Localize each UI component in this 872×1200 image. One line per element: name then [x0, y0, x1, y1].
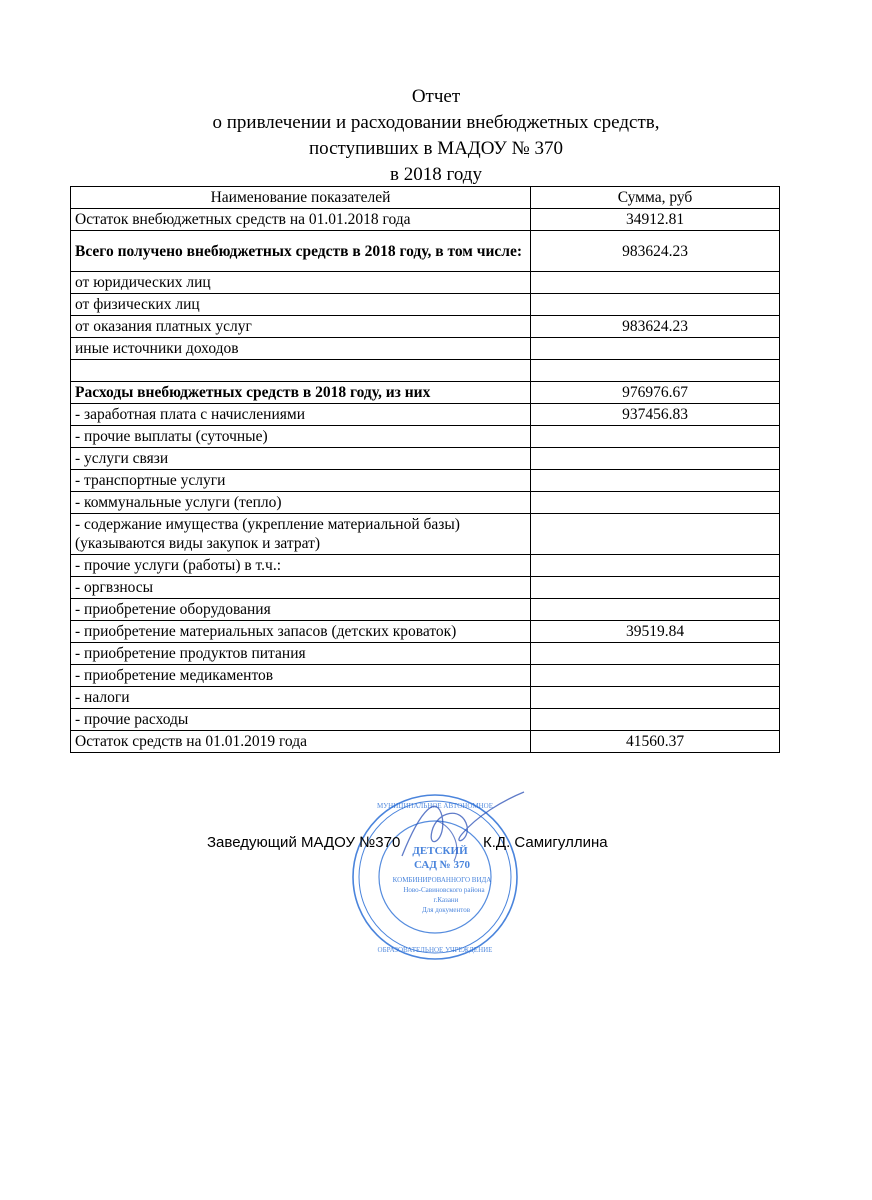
table-row — [71, 470, 780, 492]
report-title: Отчет — [411, 86, 461, 107]
svg-text:ДЕТСКИЙ: ДЕТСКИЙ — [412, 845, 468, 857]
row-amount: 34912.81 — [531, 209, 780, 231]
row-amount — [531, 577, 780, 599]
row-name: - коммунальные услуги (тепло) — [71, 492, 531, 514]
table-row — [71, 577, 780, 599]
svg-text:КОМБИНИРОВАННОГО ВИДА: КОМБИНИРОВАННОГО ВИДА — [392, 876, 492, 884]
signature-title: Заведующий МАДОУ №370 — [207, 834, 401, 851]
row-name: - оргвзносы — [71, 577, 531, 599]
row-name: Остаток внебюджетных средств на 01.01.2018 года — [71, 209, 531, 231]
table-row — [71, 555, 780, 577]
table-row — [71, 599, 780, 621]
table-row — [71, 492, 780, 514]
column-header-amount: Сумма, руб — [531, 187, 780, 209]
row-name: - приобретение медикаментов — [71, 665, 531, 687]
svg-text:МУНИЦИПАЛЬНОЕ АВТОНОМНОЕ: МУНИЦИПАЛЬНОЕ АВТОНОМНОЕ — [376, 802, 494, 810]
row-name: от оказания платных услуг — [71, 316, 531, 338]
row-amount — [531, 643, 780, 665]
row-amount — [531, 665, 780, 687]
table-header-row — [71, 187, 780, 209]
svg-text:Ново-Савиновского района: Ново-Савиновского района — [403, 886, 485, 894]
handwritten-signature — [392, 786, 532, 876]
row-amount — [531, 555, 780, 577]
table-row — [71, 448, 780, 470]
row-name: - прочие услуги (работы) в т.ч.: — [71, 555, 531, 577]
table-row-empty — [71, 360, 780, 382]
table-row — [71, 209, 780, 231]
report-subtitle: о привлечении и расходовании внебюджетных средств, — [212, 112, 660, 133]
svg-text:ОБРАЗОВАТЕЛЬНОЕ УЧРЕЖДЕНИЕ: ОБРАЗОВАТЕЛЬНОЕ УЧРЕЖДЕНИЕ — [377, 946, 493, 954]
row-amount: 983624.23 — [531, 316, 780, 338]
table-row — [71, 316, 780, 338]
row-amount: 937456.83 — [531, 404, 780, 426]
row-amount — [531, 360, 780, 382]
row-name: - приобретение продуктов питания — [71, 643, 531, 665]
row-amount — [531, 599, 780, 621]
row-amount: 41560.37 — [531, 731, 780, 753]
table-row — [71, 382, 780, 404]
svg-text:САД № 370: САД № 370 — [414, 859, 470, 871]
table-row — [71, 665, 780, 687]
row-name: Остаток средств на 01.01.2019 года — [71, 731, 531, 753]
row-name: - содержание имущества (укрепление материальной базы)(указываются виды закупок и затрат) — [71, 514, 531, 555]
row-name: Расходы внебюджетных средств в 2018 году, из них — [71, 382, 531, 404]
signature-name: К.Д. Самигуллина — [483, 834, 608, 851]
row-name: - приобретение материальных запасов (детских кроваток) — [71, 621, 531, 643]
row-name — [71, 360, 531, 382]
row-name: - приобретение оборудования — [71, 599, 531, 621]
table-row — [71, 294, 780, 316]
table-row — [71, 687, 780, 709]
row-amount — [531, 426, 780, 448]
svg-text:г.Казани: г.Казани — [433, 896, 459, 904]
row-name: - налоги — [71, 687, 531, 709]
table-row — [71, 709, 780, 731]
row-name: от физических лиц — [71, 294, 531, 316]
row-name: от юридических лиц — [71, 272, 531, 294]
table-row — [71, 731, 780, 753]
table-row — [71, 643, 780, 665]
column-header-name: Наименование показателей — [71, 187, 531, 209]
row-name: - транспортные услуги — [71, 470, 531, 492]
table-row — [71, 231, 780, 272]
table-row — [71, 514, 780, 555]
row-name: - прочие расходы — [71, 709, 531, 731]
table-row — [71, 272, 780, 294]
row-name: иные источники доходов — [71, 338, 531, 360]
svg-text:Для документов: Для документов — [421, 906, 471, 914]
row-amount — [531, 709, 780, 731]
table-row — [71, 426, 780, 448]
row-amount: 983624.23 — [531, 231, 780, 272]
row-amount — [531, 272, 780, 294]
report-year: в 2018 году — [390, 164, 482, 185]
row-name: - прочие выплаты (суточные) — [71, 426, 531, 448]
report-table — [70, 186, 780, 753]
row-name: Всего получено внебюджетных средств в 2018 году, в том числе: — [71, 231, 531, 272]
row-amount — [531, 338, 780, 360]
table-row — [71, 404, 780, 426]
report-subtitle-org: поступивших в МАДОУ № 370 — [308, 138, 563, 159]
table-row — [71, 338, 780, 360]
row-name: - заработная плата с начислениями — [71, 404, 531, 426]
row-amount — [531, 470, 780, 492]
row-amount — [531, 294, 780, 316]
row-amount: 976976.67 — [531, 382, 780, 404]
row-amount — [531, 514, 780, 555]
row-amount — [531, 492, 780, 514]
row-amount — [531, 687, 780, 709]
table-row — [71, 621, 780, 643]
row-amount — [531, 448, 780, 470]
row-name: - услуги связи — [71, 448, 531, 470]
row-amount: 39519.84 — [531, 621, 780, 643]
